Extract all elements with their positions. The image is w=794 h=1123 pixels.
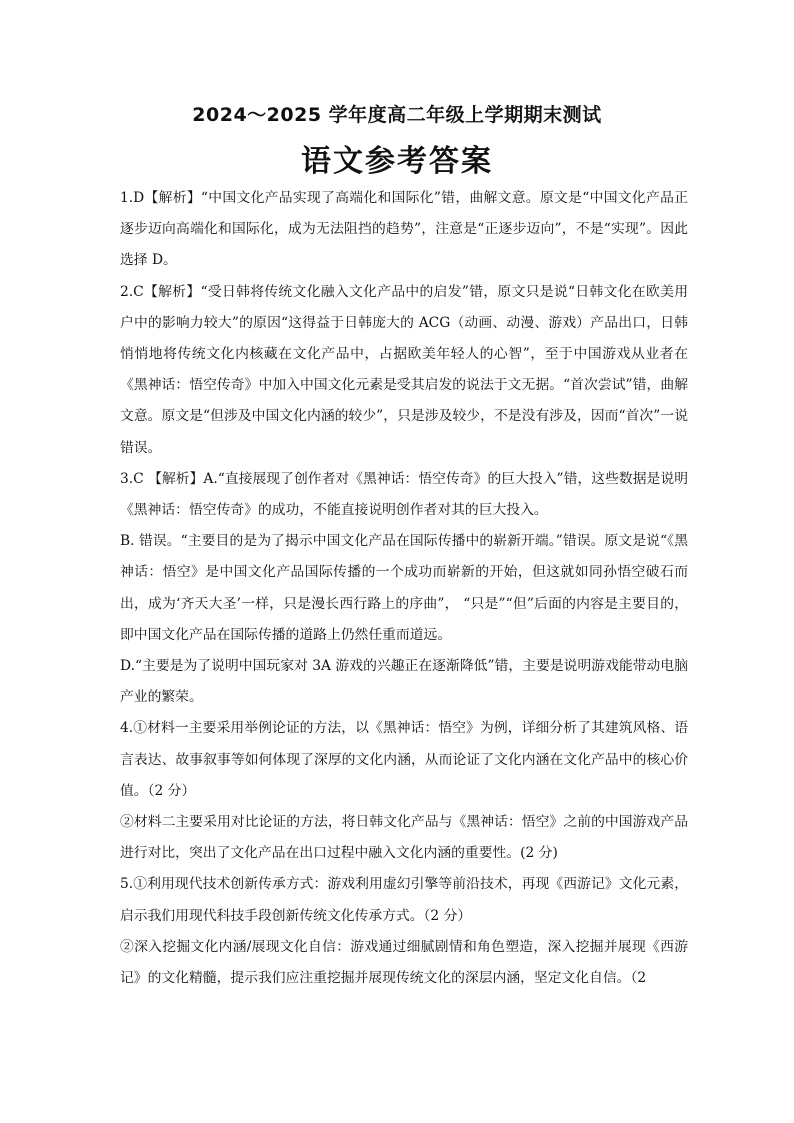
- page-title: 2024～2025 学年度高二年级上学期期末测试: [192, 104, 602, 126]
- answer-paragraph-3d: D.“主要是为了说明中国玩家对 3A 游戏的兴趣正在逐渐降低”错，主要是说明游戏能带动电脑产业的繁荣。: [120, 658, 688, 706]
- answer-paragraph-4-2: ②材料二主要采用对比论证的方法，将日韩文化产品与《黑神话：悟空》之前的中国游戏产品进行对比，突出了文化产品在出口过程中融入文化内涵的重要性。(2 分): [120, 814, 688, 862]
- answer-paragraph-2: 2.C【解析】“受日韩将传统文化融入文化产品中的启发”错，原文只是说“日韩文化在欧美用户中的影响力较大”的原因“这得益于日韩庞大的 ACG（动画、动漫、游戏）产品出口，日韩悄悄地将传统文化内核藏在文化产品中，占据欧美年轻人的心智”，至于中国游戏从业者在《黑神话：悟空传奇》中加入中国文化元素是受其启发的说法于文无据。“首次尝试”错，曲解文意。原文是“但涉及中国文化内涵的较少”，只是涉及较少，不是没有涉及，因而“首次”一说错误。: [120, 283, 688, 456]
- answer-paragraph-4-1: 4.①材料一主要采用举例论证的方法，以《黑神话：悟空》为例，详细分析了其建筑风格、语言表达、故事叙事等如何体现了深厚的文化内涵，从而论证了文化内涵在文化产品中的核心价值。（2 分）: [120, 720, 688, 799]
- answer-paragraph-5-1: 5.①利用现代技术创新传承方式：游戏利用虚幻引擎等前沿技术，再现《西游记》文化元素，启示我们用现代科技手段创新传统文化传承方式。（2 分）: [120, 876, 688, 924]
- answer-paragraph-5-2: ②深入挖掘文化内涵/展现文化自信：游戏通过细腻剧情和角色塑造，深入挖掘并展现《西游记》的文化精髓，提示我们应注重挖掘并展现传统文化的深层内涵，坚定文化自信。（2: [120, 938, 688, 987]
- answer-paragraph-1: 1.D【解析】“中国文化产品实现了高端化和国际化”错，曲解文意。原文是“中国文化产品正逐步迈向高端化和国际化，成为无法阻挡的趋势”，注意是“正逐步迈向”，不是“实现”。因此选择 D。: [120, 190, 688, 269]
- answer-paragraph-3b: B. 错误。“主要目的是为了揭示中国文化产品在国际传播中的崭新开端。”错误。原文是说“《黑神话：悟空》是中国文化产品国际传播的一个成功而崭新的开始，但这就如同孙悟空破石而出，成为‘齐天大圣’一样，只是漫长西行路上的序曲”， “只是”“但”后面的内容是主要目的，即中国文化产品在国际传播的道路上仍然任重而道远。: [120, 533, 688, 643]
- answer-body: [120, 183, 688, 994]
- page-subtitle: 语文参考答案: [301, 144, 493, 179]
- answer-paragraph-3: 3.C 【解析】A.“直接展现了创作者对《黑神话：悟空传奇》的巨大投入”错，这些数据是说明《黑神话：悟空传奇》的成功，不能直接说明创作者对其的巨大投入。: [120, 470, 688, 519]
